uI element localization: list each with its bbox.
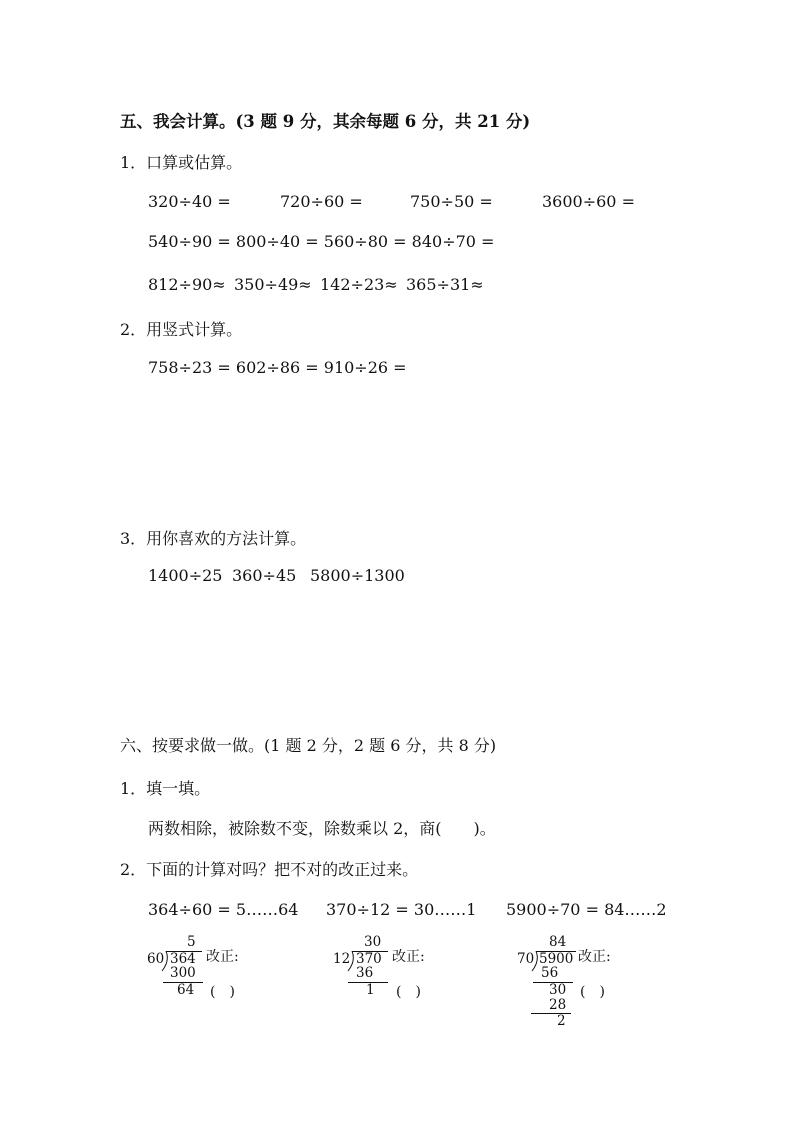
equation: 370÷12 = 30……1 <box>326 900 477 919</box>
product-2: 28 <box>549 997 567 1013</box>
divisor: 12 <box>333 951 351 967</box>
expr: 360÷45 <box>232 566 297 585</box>
q5-2-label: 2．用竖式计算。 <box>120 320 243 339</box>
product: 300 <box>170 965 196 981</box>
q5-1-row2: 540÷90 = 800÷40 = 560÷80 = 840÷70 = <box>148 232 495 251</box>
expr: 3600÷60 = <box>542 192 635 211</box>
dividend: 370 <box>356 951 382 967</box>
q6-1-label: 1．填一填。 <box>120 779 211 798</box>
remainder: 64 <box>177 982 195 998</box>
answer-paren[interactable]: ( ) <box>396 984 421 1000</box>
expr: 750÷50 = <box>410 192 493 211</box>
divisor: 70 <box>517 951 535 967</box>
product-1: 56 <box>541 965 559 981</box>
equation: 364÷60 = 5……64 <box>148 900 299 919</box>
expr: 142÷23≈ <box>320 275 398 294</box>
q5-1-label: 1．口算或估算。 <box>120 153 243 172</box>
expr: 812÷90≈ <box>148 275 226 294</box>
answer-paren[interactable]: ( ) <box>580 984 605 1000</box>
expr: 720÷60 = <box>280 192 363 211</box>
product: 36 <box>356 965 374 981</box>
remainder: 2 <box>557 1013 566 1029</box>
correct-label: 改正: <box>578 949 611 965</box>
expr: 5800÷1300 <box>310 566 405 585</box>
q6-2-label: 2．下面的计算对吗？把不对的改正过来。 <box>120 860 419 879</box>
q6-1-text: 两数相除，被除数不变，除数乘以 2，商( )。 <box>148 819 496 838</box>
quotient: 84 <box>549 934 567 950</box>
section-6-title: 六、按要求做一做。(1 题 2 分，2 题 6 分，共 8 分) <box>120 736 497 755</box>
answer-paren[interactable]: ( ) <box>210 984 235 1000</box>
quotient: 5 <box>187 934 196 950</box>
dividend: 364 <box>170 951 196 967</box>
equation: 5900÷70 = 84……2 <box>506 900 667 919</box>
expr: 350÷49≈ <box>234 275 312 294</box>
q5-2-row: 758÷23 = 602÷86 = 910÷26 = <box>148 358 407 377</box>
remainder: 1 <box>366 982 375 998</box>
dividend: 5900 <box>539 951 574 967</box>
expr: 365÷31≈ <box>406 275 484 294</box>
correct-label: 改正: <box>392 949 425 965</box>
correct-label: 改正: <box>206 949 239 965</box>
quotient: 30 <box>364 934 382 950</box>
divisor: 60 <box>147 951 165 967</box>
q5-3-label: 3．用你喜欢的方法计算。 <box>120 529 307 548</box>
expr: 1400÷25 <box>148 566 223 585</box>
expr: 320÷40 = <box>148 192 231 211</box>
step-value: 30 <box>549 982 567 998</box>
section-5-title: 五、我会计算。(3 题 9 分，其余每题 6 分，共 21 分) <box>120 112 531 131</box>
